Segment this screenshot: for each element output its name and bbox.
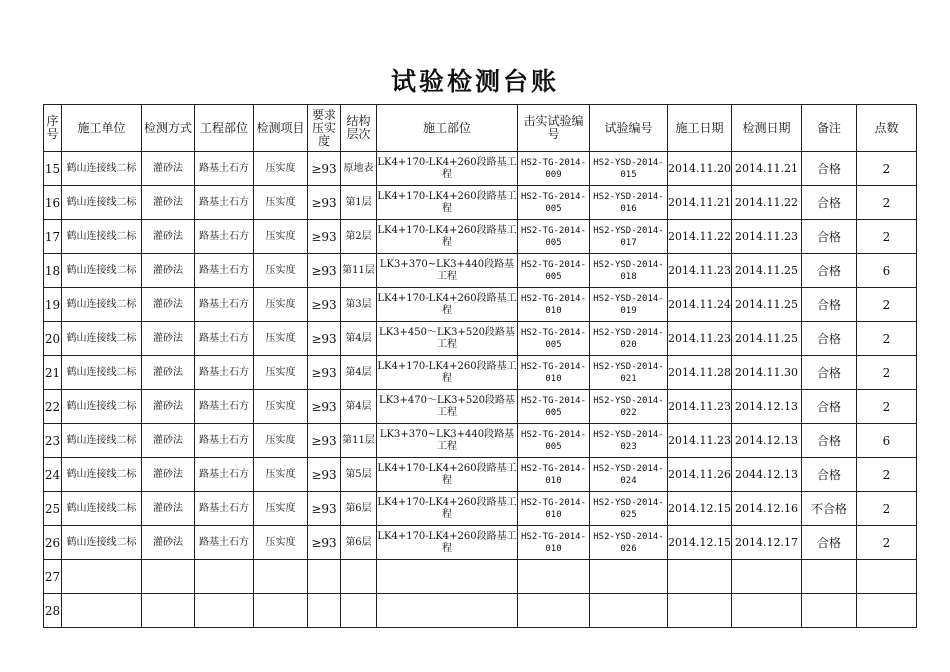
col-header-layer: 结构层次 (341, 105, 377, 152)
seq-cell: 19 (44, 288, 62, 322)
item-cell: 压实度 (254, 458, 308, 492)
part-cell: 路基土石方 (195, 152, 254, 186)
part-cell: 路基土石方 (195, 458, 254, 492)
req-cell: ≥93 (308, 424, 341, 458)
location-cell: LK4+170-LK4+260段路基工程 (377, 492, 518, 526)
build-date-cell: 2014.11.23 (668, 424, 732, 458)
item-cell: 压实度 (254, 322, 308, 356)
test-no-cell: HS2-YSD-2014-019 (590, 288, 668, 322)
remark-cell: 合格 (802, 424, 857, 458)
seq-cell: 22 (44, 390, 62, 424)
unit-cell: 鹤山连接线二标 (62, 186, 142, 220)
location-cell (377, 594, 518, 628)
unit-cell: 鹤山连接线二标 (62, 220, 142, 254)
seq-cell: 20 (44, 322, 62, 356)
unit-cell: 鹤山连接线二标 (62, 424, 142, 458)
location-cell: LK4+170-LK4+260段路基工程 (377, 526, 518, 560)
req-cell: ≥93 (308, 322, 341, 356)
item-cell: 压实度 (254, 356, 308, 390)
method-cell: 灌砂法 (142, 458, 195, 492)
location-cell: LK3+450～LK3+520段路基工程 (377, 322, 518, 356)
seq-cell: 23 (44, 424, 62, 458)
method-cell: 灌砂法 (142, 186, 195, 220)
test-no-cell (590, 594, 668, 628)
req-cell: ≥93 (308, 152, 341, 186)
compaction-no-cell: HS2-TG-2014-010 (518, 356, 590, 390)
compaction-no-cell: HS2-TG-2014-005 (518, 220, 590, 254)
unit-cell: 鹤山连接线二标 (62, 492, 142, 526)
col-header-method: 检测方式 (142, 105, 195, 152)
part-cell (195, 594, 254, 628)
test-no-cell: HS2-YSD-2014-025 (590, 492, 668, 526)
test-no-cell (590, 560, 668, 594)
check-date-cell: 2014.12.17 (732, 526, 802, 560)
method-cell: 灌砂法 (142, 424, 195, 458)
table-row (44, 526, 917, 560)
req-cell: ≥93 (308, 356, 341, 390)
compaction-no-cell: HS2-TG-2014-010 (518, 492, 590, 526)
test-no-cell: HS2-YSD-2014-015 (590, 152, 668, 186)
table-row (44, 152, 917, 186)
remark-cell: 合格 (802, 220, 857, 254)
compaction-no-cell: HS2-TG-2014-005 (518, 424, 590, 458)
compaction-no-cell: HS2-TG-2014-009 (518, 152, 590, 186)
seq-cell: 27 (44, 560, 62, 594)
points-cell: 2 (857, 492, 917, 526)
points-cell: 2 (857, 220, 917, 254)
compaction-no-cell (518, 594, 590, 628)
item-cell: 压实度 (254, 220, 308, 254)
req-cell: ≥93 (308, 220, 341, 254)
check-date-cell: 2044.12.13 (732, 458, 802, 492)
check-date-cell: 2014.12.16 (732, 492, 802, 526)
test-no-cell: HS2-YSD-2014-021 (590, 356, 668, 390)
location-cell: LK4+170-LK4+260段路基工程 (377, 458, 518, 492)
check-date-cell: 2014.11.30 (732, 356, 802, 390)
col-header-compaction-no: 击实试验编号 (518, 105, 590, 152)
layer-cell: 第6层 (341, 526, 377, 560)
points-cell: 2 (857, 356, 917, 390)
table-row (44, 356, 917, 390)
remark-cell: 合格 (802, 526, 857, 560)
points-cell: 2 (857, 390, 917, 424)
remark-cell (802, 560, 857, 594)
build-date-cell: 2014.12.15 (668, 492, 732, 526)
test-no-cell: HS2-YSD-2014-024 (590, 458, 668, 492)
item-cell: 压实度 (254, 526, 308, 560)
part-cell: 路基土石方 (195, 424, 254, 458)
points-cell: 6 (857, 254, 917, 288)
req-cell: ≥93 (308, 526, 341, 560)
compaction-no-cell (518, 560, 590, 594)
method-cell: 灌砂法 (142, 492, 195, 526)
part-cell: 路基土石方 (195, 322, 254, 356)
layer-cell: 第4层 (341, 390, 377, 424)
seq-cell: 15 (44, 152, 62, 186)
compaction-no-cell: HS2-TG-2014-010 (518, 526, 590, 560)
seq-cell: 28 (44, 594, 62, 628)
compaction-no-cell: HS2-TG-2014-010 (518, 458, 590, 492)
build-date-cell: 2014.11.21 (668, 186, 732, 220)
unit-cell (62, 594, 142, 628)
part-cell: 路基土石方 (195, 492, 254, 526)
page-title: 试验检测台账 (390, 67, 559, 96)
table-row (44, 322, 917, 356)
location-cell: LK4+170-LK4+260段路基工程 (377, 186, 518, 220)
unit-cell: 鹤山连接线二标 (62, 356, 142, 390)
part-cell: 路基土石方 (195, 356, 254, 390)
part-cell: 路基土石方 (195, 254, 254, 288)
layer-cell: 第11层 (341, 254, 377, 288)
seq-cell: 21 (44, 356, 62, 390)
build-date-cell: 2014.11.22 (668, 220, 732, 254)
remark-cell: 合格 (802, 322, 857, 356)
check-date-cell: 2014.12.13 (732, 424, 802, 458)
layer-cell (341, 560, 377, 594)
col-header-check-date: 检测日期 (732, 105, 802, 152)
part-cell: 路基土石方 (195, 526, 254, 560)
check-date-cell: 2014.11.25 (732, 322, 802, 356)
test-no-cell: HS2-YSD-2014-020 (590, 322, 668, 356)
col-header-build-date: 施工日期 (668, 105, 732, 152)
col-header-unit: 施工单位 (62, 105, 142, 152)
part-cell: 路基土石方 (195, 186, 254, 220)
table-row (44, 390, 917, 424)
check-date-cell: 2014.11.22 (732, 186, 802, 220)
unit-cell: 鹤山连接线二标 (62, 526, 142, 560)
table-row (44, 220, 917, 254)
test-no-cell: HS2-YSD-2014-026 (590, 526, 668, 560)
remark-cell: 合格 (802, 254, 857, 288)
location-cell: LK3+370~LK3+440段路基工程 (377, 424, 518, 458)
header-row (44, 105, 917, 152)
seq-cell: 24 (44, 458, 62, 492)
seq-cell: 25 (44, 492, 62, 526)
item-cell: 压实度 (254, 424, 308, 458)
unit-cell (62, 560, 142, 594)
test-no-cell: HS2-YSD-2014-016 (590, 186, 668, 220)
req-cell (308, 594, 341, 628)
method-cell: 灌砂法 (142, 390, 195, 424)
test-no-cell: HS2-YSD-2014-018 (590, 254, 668, 288)
build-date-cell: 2014.11.20 (668, 152, 732, 186)
item-cell: 压实度 (254, 492, 308, 526)
check-date-cell: 2014.11.23 (732, 220, 802, 254)
method-cell: 灌砂法 (142, 220, 195, 254)
compaction-no-cell: HS2-TG-2014-010 (518, 288, 590, 322)
col-header-location: 施工部位 (377, 105, 518, 152)
method-cell: 灌砂法 (142, 288, 195, 322)
method-cell: 灌砂法 (142, 526, 195, 560)
item-cell: 压实度 (254, 152, 308, 186)
check-date-cell (732, 594, 802, 628)
build-date-cell: 2014.11.24 (668, 288, 732, 322)
req-cell: ≥93 (308, 390, 341, 424)
layer-cell (341, 594, 377, 628)
table-row (44, 288, 917, 322)
ledger-table (43, 104, 917, 628)
location-cell: LK3+370~LK3+440段路基工程 (377, 254, 518, 288)
req-cell: ≥93 (308, 458, 341, 492)
layer-cell: 第1层 (341, 186, 377, 220)
col-header-test-no: 试验编号 (590, 105, 668, 152)
location-cell: LK4+170-LK4+260段路基工程 (377, 288, 518, 322)
col-header-req: 要求压实度 (308, 105, 341, 152)
points-cell (857, 594, 917, 628)
col-header-seq: 序号 (44, 105, 62, 152)
remark-cell: 合格 (802, 152, 857, 186)
layer-cell: 第4层 (341, 356, 377, 390)
build-date-cell: 2014.11.23 (668, 322, 732, 356)
test-no-cell: HS2-YSD-2014-022 (590, 390, 668, 424)
remark-cell: 合格 (802, 356, 857, 390)
part-cell: 路基土石方 (195, 390, 254, 424)
item-cell (254, 594, 308, 628)
test-no-cell: HS2-YSD-2014-023 (590, 424, 668, 458)
table-row (44, 424, 917, 458)
item-cell: 压实度 (254, 186, 308, 220)
col-header-points: 点数 (857, 105, 917, 152)
remark-cell (802, 594, 857, 628)
unit-cell: 鹤山连接线二标 (62, 152, 142, 186)
table-row (44, 186, 917, 220)
unit-cell: 鹤山连接线二标 (62, 322, 142, 356)
method-cell (142, 560, 195, 594)
location-cell: LK4+170-LK4+260段路基工程 (377, 152, 518, 186)
compaction-no-cell: HS2-TG-2014-005 (518, 322, 590, 356)
location-cell: LK3+470～LK3+520段路基工程 (377, 390, 518, 424)
seq-cell: 18 (44, 254, 62, 288)
table-row (44, 254, 917, 288)
points-cell: 2 (857, 526, 917, 560)
method-cell (142, 594, 195, 628)
layer-cell: 第6层 (341, 492, 377, 526)
compaction-no-cell: HS2-TG-2014-005 (518, 390, 590, 424)
layer-cell: 原地表 (341, 152, 377, 186)
part-cell (195, 560, 254, 594)
points-cell: 6 (857, 424, 917, 458)
location-cell (377, 560, 518, 594)
layer-cell: 第5层 (341, 458, 377, 492)
points-cell: 2 (857, 288, 917, 322)
item-cell: 压实度 (254, 390, 308, 424)
method-cell: 灌砂法 (142, 356, 195, 390)
unit-cell: 鹤山连接线二标 (62, 254, 142, 288)
col-header-item: 检测项目 (254, 105, 308, 152)
seq-cell: 17 (44, 220, 62, 254)
test-no-cell: HS2-YSD-2014-017 (590, 220, 668, 254)
points-cell: 2 (857, 186, 917, 220)
build-date-cell (668, 594, 732, 628)
part-cell: 路基土石方 (195, 288, 254, 322)
build-date-cell: 2014.11.28 (668, 356, 732, 390)
item-cell (254, 560, 308, 594)
check-date-cell: 2014.11.25 (732, 288, 802, 322)
seq-cell: 26 (44, 526, 62, 560)
layer-cell: 第3层 (341, 288, 377, 322)
req-cell: ≥93 (308, 186, 341, 220)
layer-cell: 第11层 (341, 424, 377, 458)
points-cell (857, 560, 917, 594)
compaction-no-cell: HS2-TG-2014-005 (518, 186, 590, 220)
layer-cell: 第2层 (341, 220, 377, 254)
col-header-part: 工程部位 (195, 105, 254, 152)
table-row (44, 458, 917, 492)
req-cell: ≥93 (308, 254, 341, 288)
col-header-remark: 备注 (802, 105, 857, 152)
points-cell: 2 (857, 322, 917, 356)
seq-cell: 16 (44, 186, 62, 220)
check-date-cell: 2014.11.25 (732, 254, 802, 288)
method-cell: 灌砂法 (142, 254, 195, 288)
unit-cell: 鹤山连接线二标 (62, 390, 142, 424)
table-row (44, 560, 917, 594)
ledger-body (44, 152, 917, 628)
remark-cell: 不合格 (802, 492, 857, 526)
location-cell: LK4+170-LK4+260段路基工程 (377, 220, 518, 254)
remark-cell: 合格 (802, 288, 857, 322)
compaction-no-cell: HS2-TG-2014-005 (518, 254, 590, 288)
build-date-cell (668, 560, 732, 594)
unit-cell: 鹤山连接线二标 (62, 288, 142, 322)
req-cell: ≥93 (308, 492, 341, 526)
build-date-cell: 2014.12.15 (668, 526, 732, 560)
method-cell: 灌砂法 (142, 322, 195, 356)
table-row (44, 594, 917, 628)
remark-cell: 合格 (802, 458, 857, 492)
part-cell: 路基土石方 (195, 220, 254, 254)
unit-cell: 鹤山连接线二标 (62, 458, 142, 492)
layer-cell: 第4层 (341, 322, 377, 356)
check-date-cell (732, 560, 802, 594)
points-cell: 2 (857, 152, 917, 186)
method-cell: 灌砂法 (142, 152, 195, 186)
remark-cell: 合格 (802, 390, 857, 424)
item-cell: 压实度 (254, 288, 308, 322)
location-cell: LK4+170-LK4+260段路基工程 (377, 356, 518, 390)
build-date-cell: 2014.11.23 (668, 254, 732, 288)
item-cell: 压实度 (254, 254, 308, 288)
remark-cell: 合格 (802, 186, 857, 220)
check-date-cell: 2014.11.21 (732, 152, 802, 186)
points-cell: 2 (857, 458, 917, 492)
req-cell (308, 560, 341, 594)
check-date-cell: 2014.12.13 (732, 390, 802, 424)
build-date-cell: 2014.11.26 (668, 458, 732, 492)
table-row (44, 492, 917, 526)
req-cell: ≥93 (308, 288, 341, 322)
build-date-cell: 2014.11.23 (668, 390, 732, 424)
